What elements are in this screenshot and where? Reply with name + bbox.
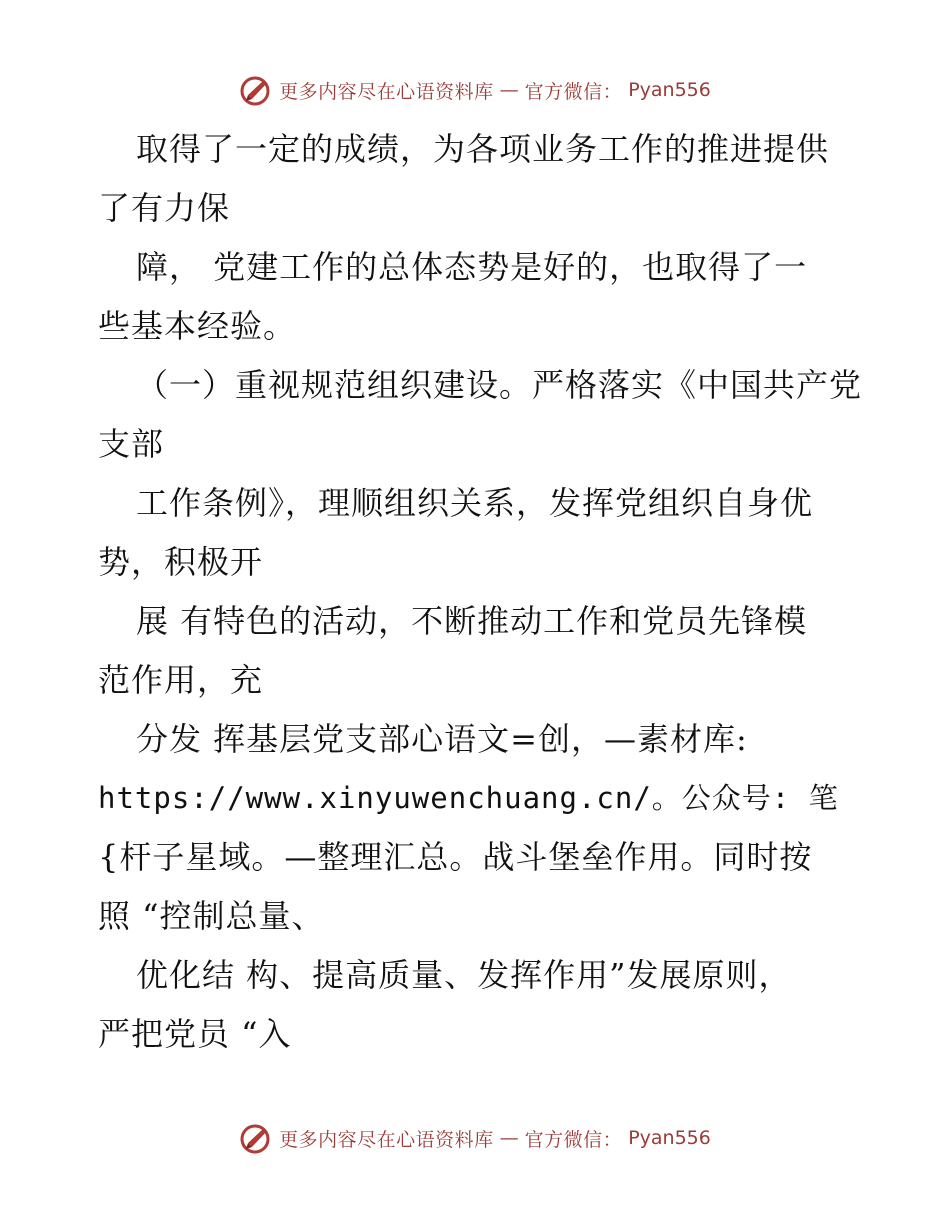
- header-banner: [0, 70, 950, 110]
- body-line: 工作条例》，理顺组织关系，发挥党组织自身优: [136, 484, 814, 522]
- pen-logo-icon: [239, 1121, 273, 1155]
- body-line: 严把党员 “入: [98, 1015, 292, 1053]
- body-line: 范作用，充: [98, 661, 264, 699]
- footer-banner: [0, 1118, 950, 1158]
- banner-wechat-label: 官方微信：: [524, 80, 623, 103]
- body-line: 展 有特色的活动，不断推动工作和党员先锋模: [136, 602, 808, 640]
- banner-wechat-id: Pyan556: [628, 79, 711, 101]
- banner-wechat-id: Pyan556: [628, 1127, 711, 1149]
- banner-dash: —: [499, 1127, 519, 1149]
- body-line: 分发 挥基层党支部心语文=创，—素材库:: [136, 720, 748, 758]
- pen-logo-icon: [239, 73, 273, 107]
- body-line: 取得了一定的成绩，为各项业务工作的推进提供: [136, 130, 830, 168]
- body-line: 障， 党建工作的总体态势是好的，也取得了一: [136, 248, 808, 286]
- document-body: [98, 120, 863, 1064]
- body-line: （一）重视规范组织建设。严格落实《中国共产党: [136, 366, 863, 404]
- body-line: 支部: [98, 425, 165, 463]
- body-line: 些基本经验。: [98, 307, 297, 345]
- banner-wechat-label: 官方微信：: [524, 1128, 623, 1151]
- banner-site-text: 更多内容尽在心语资料库: [279, 80, 494, 103]
- body-line: 了有力保: [98, 189, 231, 227]
- body-line-url: https://www.xinyuwenchuang.cn/。公众号: 笔: [98, 781, 839, 815]
- body-line: 优化结 构、提高质量、发挥作用”发展原则，: [136, 956, 792, 994]
- body-line: 势，积极开: [98, 543, 264, 581]
- body-line: {杆子星域。—整理汇总。战斗堡垒作用。同时按: [98, 838, 813, 876]
- banner-site-text: 更多内容尽在心语资料库: [279, 1128, 494, 1151]
- banner-dash: —: [499, 79, 519, 101]
- body-line: 照 “控制总量、: [98, 897, 325, 935]
